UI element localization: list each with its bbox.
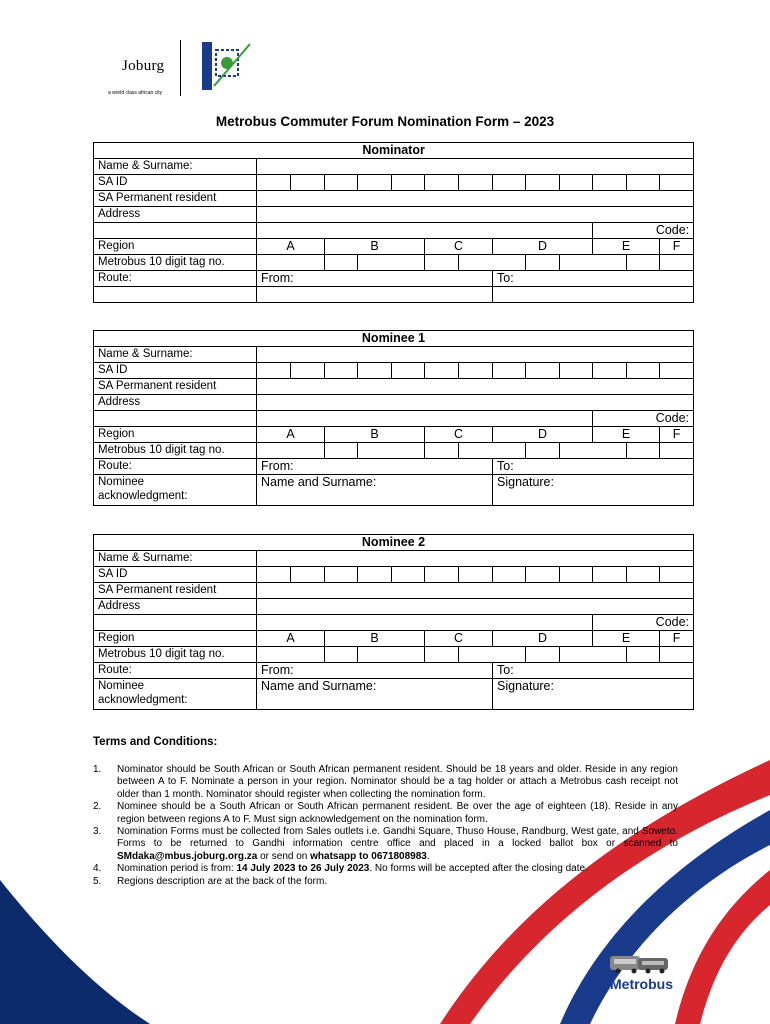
page-title: Metrobus Commuter Forum Nomination Form – 2023 [215, 114, 555, 129]
ack-label-line2: acknowledgment: [98, 490, 188, 502]
region-option-d[interactable]: D [493, 631, 593, 647]
resident-field[interactable] [257, 583, 694, 599]
term-item [93, 826, 678, 863]
id-digit-box[interactable] [493, 567, 526, 583]
route-label: Route: [94, 459, 257, 475]
address-extra-label [94, 223, 257, 239]
nominee-1-table [93, 330, 694, 506]
term-text: . [426, 850, 430, 862]
code-label: Code: [593, 411, 694, 427]
tag-box[interactable] [560, 647, 627, 663]
region-option-e[interactable]: E [593, 239, 660, 255]
region-option-c[interactable]: C [425, 239, 493, 255]
term-number: 5. [93, 875, 102, 887]
id-digit-box[interactable] [526, 567, 560, 583]
id-digit-box[interactable] [526, 363, 560, 379]
id-digit-box[interactable] [358, 363, 392, 379]
id-digit-box[interactable] [493, 175, 526, 191]
bus-icon [608, 952, 678, 976]
nominator-table [93, 142, 694, 303]
tag-label: Metrobus 10 digit tag no. [94, 255, 257, 271]
id-digit-box[interactable] [627, 175, 660, 191]
acknowledgment-label [94, 475, 257, 506]
name-field[interactable] [257, 347, 694, 363]
term-text: Nominee should be a South African or South African permanent resident. Be over the age of eighteen (18). Reside in any region between regions A to F. Must sign acknowledgement on the nomination form. [117, 801, 678, 825]
sa-id-label: SA ID [94, 363, 257, 379]
nominee-name-sign-field[interactable]: Name and Surname: [257, 475, 493, 506]
tag-box[interactable] [526, 443, 560, 459]
id-digit-box[interactable] [425, 363, 459, 379]
metrobus-emblem-icon [196, 40, 252, 96]
route-to-field[interactable]: To: [493, 459, 694, 475]
ack-label-line2: acknowledgment: [98, 694, 188, 706]
route-from-field[interactable]: From: [257, 271, 493, 287]
term-text: Nomination period is from: [117, 863, 237, 875]
id-digit-box[interactable] [526, 175, 560, 191]
id-digit-box[interactable] [325, 567, 358, 583]
ack-label-line1: Nominee [98, 680, 145, 692]
region-option-b[interactable]: B [325, 631, 425, 647]
tag-box[interactable] [325, 443, 358, 459]
route-from-field-2[interactable] [257, 287, 493, 303]
tag-box[interactable] [358, 255, 425, 271]
signature-field[interactable]: Signature: [493, 679, 694, 710]
tag-box[interactable] [660, 255, 694, 271]
id-digit-box[interactable] [593, 175, 627, 191]
tag-box[interactable] [459, 647, 526, 663]
region-option-b[interactable]: B [325, 239, 425, 255]
region-option-c[interactable]: C [425, 631, 493, 647]
signature-field[interactable]: Signature: [493, 475, 694, 506]
id-digit-box[interactable] [593, 363, 627, 379]
id-digit-box[interactable] [560, 567, 593, 583]
tag-box[interactable] [459, 255, 526, 271]
route-label: Route: [94, 271, 257, 287]
name-field[interactable] [257, 159, 694, 175]
tag-box[interactable] [560, 443, 627, 459]
term-number: 4. [93, 863, 102, 875]
term-item [93, 863, 678, 875]
id-digit-box[interactable] [325, 363, 358, 379]
nominee-name-sign-field[interactable]: Name and Surname: [257, 679, 493, 710]
joburg-logo-tagline: a world class african city [108, 90, 163, 96]
address-label: Address [94, 599, 257, 615]
address-field[interactable] [257, 395, 694, 411]
address-label: Address [94, 395, 257, 411]
id-digit-box[interactable] [257, 567, 291, 583]
joburg-logo-word: Joburg [122, 58, 165, 74]
ack-label-line1: Nominee [98, 476, 145, 488]
id-digit-box[interactable] [627, 363, 660, 379]
tag-box[interactable] [325, 255, 358, 271]
nominee-1-heading: Nominee 1 [94, 331, 694, 347]
term-item [93, 764, 678, 801]
tag-box[interactable] [425, 255, 459, 271]
address-field-2[interactable] [257, 615, 593, 631]
region-option-f[interactable]: F [660, 427, 694, 443]
id-digit-box[interactable] [358, 175, 392, 191]
tag-box[interactable] [358, 443, 425, 459]
term-text: . No forms will be accepted after the closing date. [369, 863, 588, 875]
id-digit-box[interactable] [257, 175, 291, 191]
route-from-field[interactable]: From: [257, 663, 493, 679]
tag-box[interactable] [257, 443, 325, 459]
resident-label: SA Permanent resident [94, 379, 257, 395]
logo-divider [180, 40, 181, 96]
nominee-2-table [93, 534, 694, 710]
acknowledgment-label [94, 679, 257, 710]
id-digit-box[interactable] [358, 567, 392, 583]
tag-label: Metrobus 10 digit tag no. [94, 443, 257, 459]
sa-id-label: SA ID [94, 567, 257, 583]
tag-box[interactable] [459, 443, 526, 459]
email-address[interactable]: SMdaka@mbus.joburg.org.za [117, 850, 258, 862]
region-option-a[interactable]: A [257, 239, 325, 255]
id-digit-box[interactable] [392, 363, 425, 379]
term-text: Nomination Forms must be collected from Sales outlets i.e. Gandhi Square, Thuso House, Randburg, West gate, and Soweto. Forms to be returned to Gandhi information centre office and placed in a locked ballot box or scanned to [117, 826, 678, 850]
name-label: Name & Surname: [94, 347, 257, 363]
whatsapp-number: whatsapp to 0671808983 [310, 850, 427, 862]
resident-field[interactable] [257, 191, 694, 207]
region-option-b[interactable]: B [325, 427, 425, 443]
route-to-field[interactable]: To: [493, 663, 694, 679]
tag-box[interactable] [526, 255, 560, 271]
tag-box[interactable] [660, 443, 694, 459]
terms-list [93, 764, 678, 888]
tag-box[interactable] [358, 647, 425, 663]
name-label: Name & Surname: [94, 159, 257, 175]
id-digit-box[interactable] [560, 175, 593, 191]
id-digit-box[interactable] [459, 363, 493, 379]
term-text: Regions description are at the back of the form. [117, 875, 328, 887]
code-label: Code: [593, 223, 694, 239]
tag-box[interactable] [627, 647, 660, 663]
name-field[interactable] [257, 551, 694, 567]
resident-label: SA Permanent resident [94, 583, 257, 599]
id-digit-box[interactable] [560, 363, 593, 379]
code-label: Code: [593, 615, 694, 631]
resident-field[interactable] [257, 379, 694, 395]
term-item [93, 876, 678, 888]
id-digit-box[interactable] [627, 567, 660, 583]
route-from-field[interactable]: From: [257, 459, 493, 475]
term-number: 1. [93, 764, 102, 775]
name-label: Name & Surname: [94, 551, 257, 567]
region-label: Region [94, 239, 257, 255]
tag-box[interactable] [257, 647, 325, 663]
metrobus-logo [608, 952, 692, 996]
id-digit-box[interactable] [425, 567, 459, 583]
nominator-heading: Nominator [94, 143, 694, 159]
region-option-f[interactable]: F [660, 239, 694, 255]
id-digit-box[interactable] [425, 175, 459, 191]
address-extra-label [94, 615, 257, 631]
id-digit-box[interactable] [493, 363, 526, 379]
term-text: Nominator should be South African or South African permanent resident. Should be 18 years and older. Reside in any region between A to F. Nominate a person in your region. Nominator should be a tag holder or attach a Metrobus cash receipt not older than 1 month. Nominator should register when collecting the nomination form. [117, 764, 678, 800]
id-digit-box[interactable] [660, 363, 694, 379]
tag-box[interactable] [660, 647, 694, 663]
route-label: Route: [94, 663, 257, 679]
id-digit-box[interactable] [291, 567, 325, 583]
region-option-a[interactable]: A [257, 427, 325, 443]
address-extra-label [94, 411, 257, 427]
id-digit-box[interactable] [660, 567, 694, 583]
id-digit-box[interactable] [325, 175, 358, 191]
address-field-2[interactable] [257, 411, 593, 427]
id-digit-box[interactable] [392, 567, 425, 583]
region-label: Region [94, 631, 257, 647]
term-item [93, 801, 678, 826]
region-option-f[interactable]: F [660, 631, 694, 647]
sa-id-label: SA ID [94, 175, 257, 191]
id-digit-box[interactable] [593, 567, 627, 583]
region-option-d[interactable]: D [493, 239, 593, 255]
tag-box[interactable] [627, 443, 660, 459]
tag-box[interactable] [425, 647, 459, 663]
address-field[interactable] [257, 599, 694, 615]
tag-box[interactable] [325, 647, 358, 663]
tag-box[interactable] [560, 255, 627, 271]
joburg-logo [108, 40, 188, 96]
metrobus-logo-word: Metrobus [610, 976, 673, 992]
terms-heading: Terms and Conditions: [93, 736, 218, 748]
term-number: 2. [93, 801, 102, 813]
nomination-dates: 14 July 2023 to 26 July 2023 [236, 863, 370, 875]
region-option-c[interactable]: C [425, 427, 493, 443]
id-digit-box[interactable] [291, 175, 325, 191]
address-field[interactable] [257, 207, 694, 223]
tag-box[interactable] [257, 255, 325, 271]
id-digit-box[interactable] [291, 363, 325, 379]
address-label: Address [94, 207, 257, 223]
tag-box[interactable] [425, 443, 459, 459]
id-digit-box[interactable] [459, 567, 493, 583]
route-to-field-2[interactable] [493, 287, 694, 303]
resident-label: SA Permanent resident [94, 191, 257, 207]
tag-box[interactable] [627, 255, 660, 271]
region-label: Region [94, 427, 257, 443]
tag-label: Metrobus 10 digit tag no. [94, 647, 257, 663]
route-to-field[interactable]: To: [493, 271, 694, 287]
region-option-d[interactable]: D [493, 427, 593, 443]
term-text: or send on [257, 850, 311, 862]
tag-box[interactable] [526, 647, 560, 663]
id-digit-box[interactable] [392, 175, 425, 191]
id-digit-box[interactable] [660, 175, 694, 191]
region-option-e[interactable]: E [593, 427, 660, 443]
address-field-2[interactable] [257, 223, 593, 239]
blank-cell [94, 287, 257, 303]
nominee-2-heading: Nominee 2 [94, 535, 694, 551]
region-option-a[interactable]: A [257, 631, 325, 647]
term-number: 3. [93, 826, 102, 838]
region-option-e[interactable]: E [593, 631, 660, 647]
id-digit-box[interactable] [459, 175, 493, 191]
id-digit-box[interactable] [257, 363, 291, 379]
